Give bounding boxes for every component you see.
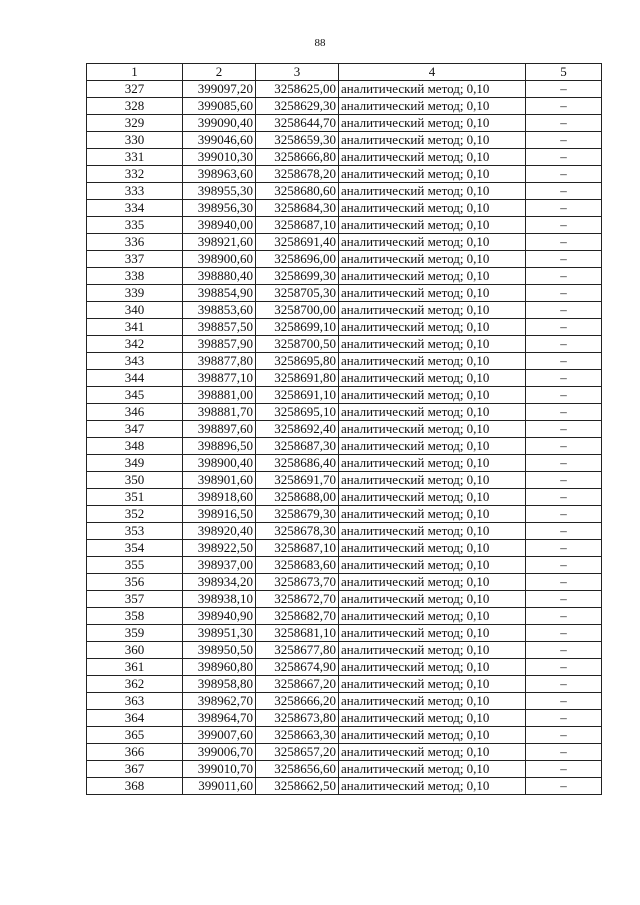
- point-number-cell: 351: [87, 489, 183, 506]
- x-coordinate-cell: 398896,50: [183, 438, 256, 455]
- table-row: [87, 370, 602, 387]
- description-cell: –: [526, 404, 602, 421]
- description-cell: –: [526, 642, 602, 659]
- x-coordinate-cell: 398955,30: [183, 183, 256, 200]
- point-number-cell: 350: [87, 472, 183, 489]
- point-number-cell: 356: [87, 574, 183, 591]
- x-coordinate-cell: 399085,60: [183, 98, 256, 115]
- point-number-cell: 352: [87, 506, 183, 523]
- y-coordinate-cell: 3258683,60: [256, 557, 339, 574]
- description-cell: –: [526, 285, 602, 302]
- y-coordinate-cell: 3258686,40: [256, 455, 339, 472]
- y-coordinate-cell: 3258656,60: [256, 761, 339, 778]
- x-coordinate-cell: 398881,00: [183, 387, 256, 404]
- y-coordinate-cell: 3258700,00: [256, 302, 339, 319]
- x-coordinate-cell: 398877,10: [183, 370, 256, 387]
- method-cell: аналитический метод; 0,10: [339, 625, 526, 642]
- x-coordinate-cell: 398940,90: [183, 608, 256, 625]
- table-row: [87, 200, 602, 217]
- method-cell: аналитический метод; 0,10: [339, 710, 526, 727]
- method-cell: аналитический метод; 0,10: [339, 183, 526, 200]
- point-number-cell: 348: [87, 438, 183, 455]
- method-cell: аналитический метод; 0,10: [339, 336, 526, 353]
- x-coordinate-cell: 399010,30: [183, 149, 256, 166]
- table-row: [87, 523, 602, 540]
- description-cell: –: [526, 81, 602, 98]
- method-cell: аналитический метод; 0,10: [339, 693, 526, 710]
- y-coordinate-cell: 3258678,30: [256, 523, 339, 540]
- x-coordinate-cell: 399046,60: [183, 132, 256, 149]
- point-number-cell: 363: [87, 693, 183, 710]
- x-coordinate-cell: 398934,20: [183, 574, 256, 591]
- table-row: [87, 574, 602, 591]
- point-number-cell: 339: [87, 285, 183, 302]
- table-row: [87, 353, 602, 370]
- method-cell: аналитический метод; 0,10: [339, 268, 526, 285]
- table-row: [87, 234, 602, 251]
- table-row: [87, 268, 602, 285]
- table-row: [87, 676, 602, 693]
- table-row: [87, 115, 602, 132]
- method-cell: аналитический метод; 0,10: [339, 319, 526, 336]
- method-cell: аналитический метод; 0,10: [339, 591, 526, 608]
- description-cell: –: [526, 302, 602, 319]
- x-coordinate-cell: 398897,60: [183, 421, 256, 438]
- table-row: [87, 404, 602, 421]
- x-coordinate-cell: 398962,70: [183, 693, 256, 710]
- x-coordinate-cell: 399010,70: [183, 761, 256, 778]
- table-row: [87, 455, 602, 472]
- y-coordinate-cell: 3258677,80: [256, 642, 339, 659]
- method-cell: аналитический метод; 0,10: [339, 489, 526, 506]
- y-coordinate-cell: 3258705,30: [256, 285, 339, 302]
- method-cell: аналитический метод; 0,10: [339, 132, 526, 149]
- method-cell: аналитический метод; 0,10: [339, 81, 526, 98]
- description-cell: –: [526, 132, 602, 149]
- x-coordinate-cell: 398921,60: [183, 234, 256, 251]
- description-cell: –: [526, 778, 602, 795]
- x-coordinate-cell: 398881,70: [183, 404, 256, 421]
- description-cell: –: [526, 540, 602, 557]
- table-row: [87, 251, 602, 268]
- y-coordinate-cell: 3258699,30: [256, 268, 339, 285]
- table-row: [87, 710, 602, 727]
- method-cell: аналитический метод; 0,10: [339, 778, 526, 795]
- x-coordinate-cell: 398951,30: [183, 625, 256, 642]
- column-header-description: 5: [526, 64, 602, 81]
- table-row: [87, 336, 602, 353]
- point-number-cell: 365: [87, 727, 183, 744]
- x-coordinate-cell: 398937,00: [183, 557, 256, 574]
- point-number-cell: 357: [87, 591, 183, 608]
- x-coordinate-cell: 398857,50: [183, 319, 256, 336]
- description-cell: –: [526, 710, 602, 727]
- table-row: [87, 472, 602, 489]
- method-cell: аналитический метод; 0,10: [339, 251, 526, 268]
- description-cell: –: [526, 693, 602, 710]
- method-cell: аналитический метод; 0,10: [339, 421, 526, 438]
- x-coordinate-cell: 398940,00: [183, 217, 256, 234]
- y-coordinate-cell: 3258687,10: [256, 217, 339, 234]
- x-coordinate-cell: 398958,80: [183, 676, 256, 693]
- table-row: [87, 217, 602, 234]
- point-number-cell: 361: [87, 659, 183, 676]
- description-cell: –: [526, 489, 602, 506]
- y-coordinate-cell: 3258673,70: [256, 574, 339, 591]
- table-row: [87, 778, 602, 795]
- x-coordinate-cell: 398900,40: [183, 455, 256, 472]
- table-row: [87, 693, 602, 710]
- description-cell: –: [526, 591, 602, 608]
- point-number-cell: 343: [87, 353, 183, 370]
- method-cell: аналитический метод; 0,10: [339, 200, 526, 217]
- y-coordinate-cell: 3258681,10: [256, 625, 339, 642]
- table-row: [87, 744, 602, 761]
- method-cell: аналитический метод; 0,10: [339, 302, 526, 319]
- point-number-cell: 368: [87, 778, 183, 795]
- method-cell: аналитический метод; 0,10: [339, 523, 526, 540]
- y-coordinate-cell: 3258684,30: [256, 200, 339, 217]
- description-cell: –: [526, 438, 602, 455]
- point-number-cell: 366: [87, 744, 183, 761]
- point-number-cell: 349: [87, 455, 183, 472]
- table-row: [87, 319, 602, 336]
- point-number-cell: 353: [87, 523, 183, 540]
- description-cell: –: [526, 234, 602, 251]
- point-number-cell: 338: [87, 268, 183, 285]
- table-header-row: [87, 64, 602, 81]
- y-coordinate-cell: 3258691,70: [256, 472, 339, 489]
- method-cell: аналитический метод; 0,10: [339, 285, 526, 302]
- point-number-cell: 359: [87, 625, 183, 642]
- point-number-cell: 331: [87, 149, 183, 166]
- column-header-x: 2: [183, 64, 256, 81]
- column-header-y: 3: [256, 64, 339, 81]
- y-coordinate-cell: 3258667,20: [256, 676, 339, 693]
- method-cell: аналитический метод; 0,10: [339, 370, 526, 387]
- y-coordinate-cell: 3258662,50: [256, 778, 339, 795]
- method-cell: аналитический метод; 0,10: [339, 642, 526, 659]
- description-cell: –: [526, 557, 602, 574]
- point-number-cell: 344: [87, 370, 183, 387]
- table-row: [87, 387, 602, 404]
- x-coordinate-cell: 398920,40: [183, 523, 256, 540]
- y-coordinate-cell: 3258699,10: [256, 319, 339, 336]
- table-row: [87, 438, 602, 455]
- y-coordinate-cell: 3258666,80: [256, 149, 339, 166]
- point-number-cell: 354: [87, 540, 183, 557]
- y-coordinate-cell: 3258680,60: [256, 183, 339, 200]
- point-number-cell: 355: [87, 557, 183, 574]
- point-number-cell: 330: [87, 132, 183, 149]
- y-coordinate-cell: 3258700,50: [256, 336, 339, 353]
- y-coordinate-cell: 3258695,80: [256, 353, 339, 370]
- table-row: [87, 642, 602, 659]
- x-coordinate-cell: 398853,60: [183, 302, 256, 319]
- description-cell: –: [526, 506, 602, 523]
- coordinates-table: [86, 63, 602, 795]
- method-cell: аналитический метод; 0,10: [339, 98, 526, 115]
- table-row: [87, 81, 602, 98]
- x-coordinate-cell: 398877,80: [183, 353, 256, 370]
- description-cell: –: [526, 608, 602, 625]
- description-cell: –: [526, 183, 602, 200]
- point-number-cell: 364: [87, 710, 183, 727]
- x-coordinate-cell: 398960,80: [183, 659, 256, 676]
- point-number-cell: 327: [87, 81, 183, 98]
- point-number-cell: 362: [87, 676, 183, 693]
- y-coordinate-cell: 3258691,10: [256, 387, 339, 404]
- point-number-cell: 360: [87, 642, 183, 659]
- table-row: [87, 421, 602, 438]
- point-number-cell: 367: [87, 761, 183, 778]
- table-row: [87, 659, 602, 676]
- table-row: [87, 591, 602, 608]
- y-coordinate-cell: 3258691,80: [256, 370, 339, 387]
- y-coordinate-cell: 3258673,80: [256, 710, 339, 727]
- x-coordinate-cell: 399097,20: [183, 81, 256, 98]
- point-number-cell: 347: [87, 421, 183, 438]
- x-coordinate-cell: 399006,70: [183, 744, 256, 761]
- description-cell: –: [526, 455, 602, 472]
- y-coordinate-cell: 3258674,90: [256, 659, 339, 676]
- point-number-cell: 333: [87, 183, 183, 200]
- table-row: [87, 183, 602, 200]
- point-number-cell: 346: [87, 404, 183, 421]
- point-number-cell: 342: [87, 336, 183, 353]
- description-cell: –: [526, 200, 602, 217]
- column-header-method: 4: [339, 64, 526, 81]
- table-row: [87, 489, 602, 506]
- x-coordinate-cell: 398916,50: [183, 506, 256, 523]
- description-cell: –: [526, 353, 602, 370]
- table-row: [87, 285, 602, 302]
- method-cell: аналитический метод; 0,10: [339, 353, 526, 370]
- y-coordinate-cell: 3258659,30: [256, 132, 339, 149]
- method-cell: аналитический метод; 0,10: [339, 540, 526, 557]
- description-cell: –: [526, 574, 602, 591]
- method-cell: аналитический метод; 0,10: [339, 608, 526, 625]
- table-body: [87, 81, 602, 795]
- description-cell: –: [526, 319, 602, 336]
- x-coordinate-cell: 398901,60: [183, 472, 256, 489]
- method-cell: аналитический метод; 0,10: [339, 744, 526, 761]
- x-coordinate-cell: 398857,90: [183, 336, 256, 353]
- method-cell: аналитический метод; 0,10: [339, 659, 526, 676]
- description-cell: –: [526, 115, 602, 132]
- method-cell: аналитический метод; 0,10: [339, 404, 526, 421]
- x-coordinate-cell: 398880,40: [183, 268, 256, 285]
- description-cell: –: [526, 98, 602, 115]
- description-cell: –: [526, 268, 602, 285]
- y-coordinate-cell: 3258629,30: [256, 98, 339, 115]
- x-coordinate-cell: 398964,70: [183, 710, 256, 727]
- table-row: [87, 166, 602, 183]
- description-cell: –: [526, 370, 602, 387]
- point-number-cell: 329: [87, 115, 183, 132]
- point-number-cell: 341: [87, 319, 183, 336]
- y-coordinate-cell: 3258644,70: [256, 115, 339, 132]
- y-coordinate-cell: 3258678,20: [256, 166, 339, 183]
- point-number-cell: 337: [87, 251, 183, 268]
- x-coordinate-cell: 398854,90: [183, 285, 256, 302]
- table-row: [87, 149, 602, 166]
- x-coordinate-cell: 398918,60: [183, 489, 256, 506]
- y-coordinate-cell: 3258679,30: [256, 506, 339, 523]
- method-cell: аналитический метод; 0,10: [339, 234, 526, 251]
- description-cell: –: [526, 251, 602, 268]
- method-cell: аналитический метод; 0,10: [339, 676, 526, 693]
- y-coordinate-cell: 3258687,10: [256, 540, 339, 557]
- method-cell: аналитический метод; 0,10: [339, 149, 526, 166]
- method-cell: аналитический метод; 0,10: [339, 217, 526, 234]
- table-row: [87, 302, 602, 319]
- description-cell: –: [526, 421, 602, 438]
- description-cell: –: [526, 149, 602, 166]
- y-coordinate-cell: 3258691,40: [256, 234, 339, 251]
- point-number-cell: 345: [87, 387, 183, 404]
- y-coordinate-cell: 3258692,40: [256, 421, 339, 438]
- point-number-cell: 332: [87, 166, 183, 183]
- table-row: [87, 98, 602, 115]
- description-cell: –: [526, 676, 602, 693]
- description-cell: –: [526, 166, 602, 183]
- method-cell: аналитический метод; 0,10: [339, 727, 526, 744]
- page-number: 88: [314, 37, 326, 49]
- y-coordinate-cell: 3258688,00: [256, 489, 339, 506]
- method-cell: аналитический метод; 0,10: [339, 574, 526, 591]
- description-cell: –: [526, 727, 602, 744]
- y-coordinate-cell: 3258696,00: [256, 251, 339, 268]
- method-cell: аналитический метод; 0,10: [339, 761, 526, 778]
- description-cell: –: [526, 744, 602, 761]
- table-row: [87, 727, 602, 744]
- table-row: [87, 608, 602, 625]
- y-coordinate-cell: 3258687,30: [256, 438, 339, 455]
- y-coordinate-cell: 3258625,00: [256, 81, 339, 98]
- point-number-cell: 340: [87, 302, 183, 319]
- method-cell: аналитический метод; 0,10: [339, 455, 526, 472]
- table-row: [87, 761, 602, 778]
- x-coordinate-cell: 399011,60: [183, 778, 256, 795]
- x-coordinate-cell: 398963,60: [183, 166, 256, 183]
- table-row: [87, 625, 602, 642]
- description-cell: –: [526, 472, 602, 489]
- description-cell: –: [526, 336, 602, 353]
- x-coordinate-cell: 398922,50: [183, 540, 256, 557]
- table-row: [87, 557, 602, 574]
- x-coordinate-cell: 399007,60: [183, 727, 256, 744]
- y-coordinate-cell: 3258672,70: [256, 591, 339, 608]
- x-coordinate-cell: 398900,60: [183, 251, 256, 268]
- x-coordinate-cell: 399090,40: [183, 115, 256, 132]
- description-cell: –: [526, 523, 602, 540]
- table-row: [87, 132, 602, 149]
- y-coordinate-cell: 3258682,70: [256, 608, 339, 625]
- x-coordinate-cell: 398950,50: [183, 642, 256, 659]
- point-number-cell: 334: [87, 200, 183, 217]
- method-cell: аналитический метод; 0,10: [339, 472, 526, 489]
- table-row: [87, 506, 602, 523]
- table-row: [87, 540, 602, 557]
- method-cell: аналитический метод; 0,10: [339, 438, 526, 455]
- description-cell: –: [526, 659, 602, 676]
- point-number-cell: 335: [87, 217, 183, 234]
- description-cell: –: [526, 625, 602, 642]
- y-coordinate-cell: 3258666,20: [256, 693, 339, 710]
- method-cell: аналитический метод; 0,10: [339, 506, 526, 523]
- y-coordinate-cell: 3258657,20: [256, 744, 339, 761]
- description-cell: –: [526, 217, 602, 234]
- x-coordinate-cell: 398938,10: [183, 591, 256, 608]
- description-cell: –: [526, 761, 602, 778]
- point-number-cell: 328: [87, 98, 183, 115]
- point-number-cell: 358: [87, 608, 183, 625]
- method-cell: аналитический метод; 0,10: [339, 557, 526, 574]
- y-coordinate-cell: 3258695,10: [256, 404, 339, 421]
- description-cell: –: [526, 387, 602, 404]
- column-header-point-number: 1: [87, 64, 183, 81]
- point-number-cell: 336: [87, 234, 183, 251]
- x-coordinate-cell: 398956,30: [183, 200, 256, 217]
- method-cell: аналитический метод; 0,10: [339, 166, 526, 183]
- method-cell: аналитический метод; 0,10: [339, 387, 526, 404]
- method-cell: аналитический метод; 0,10: [339, 115, 526, 132]
- y-coordinate-cell: 3258663,30: [256, 727, 339, 744]
